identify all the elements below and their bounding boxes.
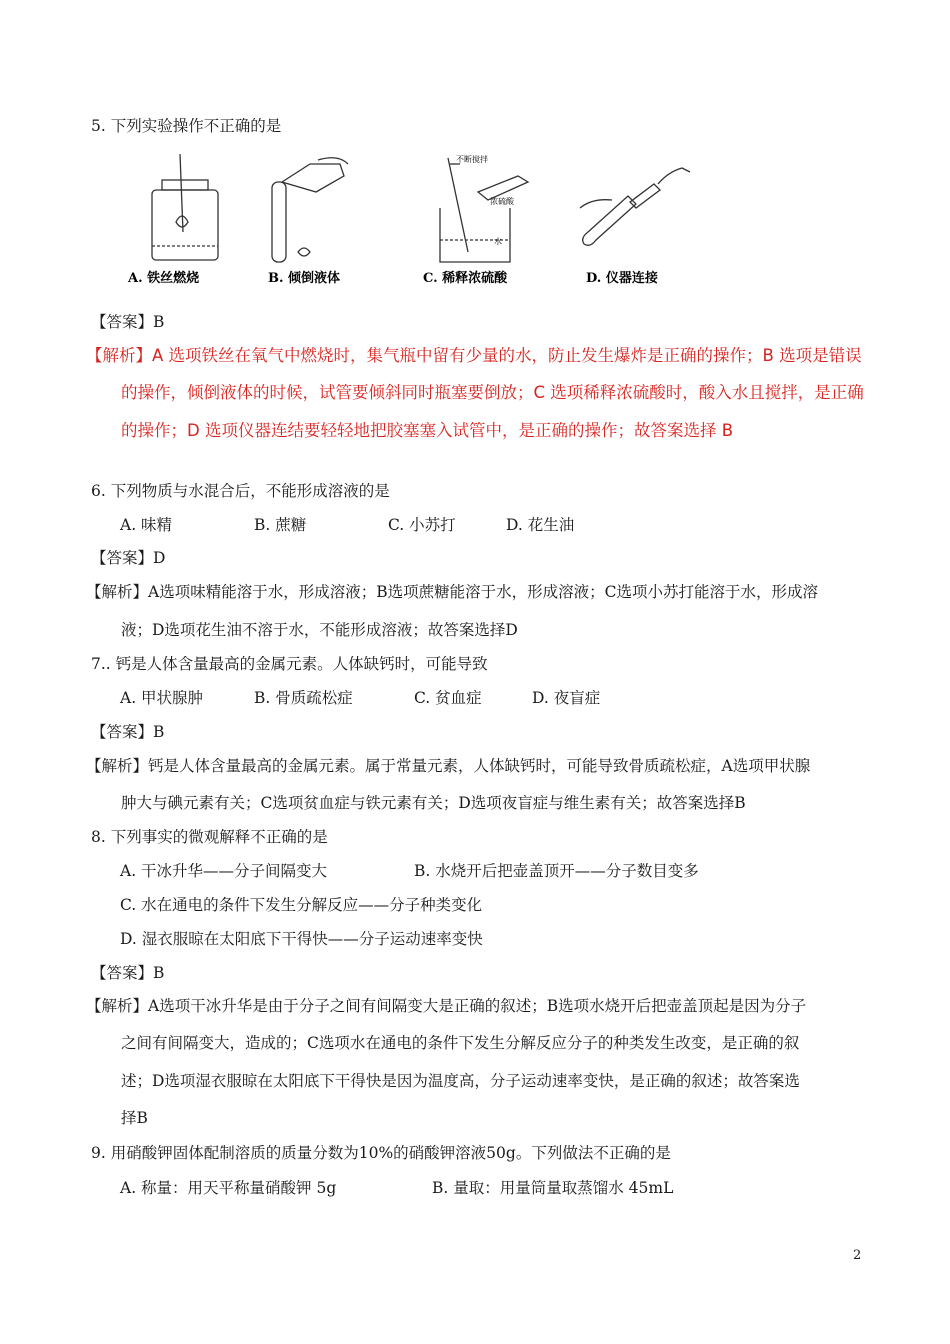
q7-option-c: C. 贫血症: [414, 689, 482, 707]
q5-stem: 5. 下列实验操作不正确的是: [91, 117, 282, 135]
q8-option-d: D. 湿衣服晾在太阳底下干得快——分子运动速率变快: [120, 930, 483, 948]
caption-c: C. 稀释浓硫酸: [423, 271, 508, 286]
q6-option-d: D. 花生油: [506, 516, 575, 534]
q8-answer: 【答案】B: [91, 964, 165, 982]
q8-option-a: A. 干冰升华——分子间隔变大: [120, 862, 328, 880]
gas-jar-icon: [152, 154, 218, 260]
q6-option-a: A. 味精: [120, 516, 173, 534]
q9-option-a: A. 称量：用天平称量硝酸钾 5g: [120, 1179, 337, 1197]
q6-option-b: B. 蔗糖: [254, 516, 307, 534]
q5-explanation-line: 【解析】A 选项铁丝在氧气中燃烧时，集气瓶中留有少量的水，防止发生爆炸是正确的操作；B 选项是错误: [86, 346, 862, 365]
q5-figure: [118, 152, 718, 292]
acid-label: 浓硫酸: [490, 197, 514, 206]
caption-a: A. 铁丝燃烧: [128, 271, 200, 286]
q5-explanation-line: 的操作，倾倒液体的时候，试管要倾斜同时瓶塞要倒放；C 选项稀释浓硫酸时，酸入水且搅拌，是正确: [121, 383, 864, 402]
q7-stem: 7.. 钙是人体含量最高的金属元素。人体缺钙时，可能导致: [91, 655, 488, 673]
q9-option-b: B. 量取：用量筒量取蒸馏水 45mL: [432, 1179, 674, 1197]
q8-option-c: C. 水在通电的条件下发生分解反应——分子种类变化: [120, 896, 483, 914]
caption-d: D. 仪器连接: [586, 271, 658, 286]
q7-option-b: B. 骨质疏松症: [254, 689, 353, 707]
q7-explanation-line: 肿大与碘元素有关；C选项贫血症与铁元素有关；D选项夜盲症与维生素有关；故答案选择B: [121, 794, 746, 812]
q5-explanation-line: 的操作；D 选项仪器连结要轻轻地把胶塞塞入试管中，是正确的操作；故答案选择 B: [121, 421, 734, 440]
diluting-acid-icon: [440, 158, 528, 262]
q9-stem: 9. 用硝酸钾固体配制溶质的质量分数为10%的硝酸钾溶液50g。下列做法不正确的是: [91, 1144, 671, 1162]
pouring-liquid-icon: [272, 158, 348, 262]
q5-answer: 【答案】B: [91, 313, 165, 331]
q6-option-c: C. 小苏打: [388, 516, 456, 534]
q8-option-b: B. 水烧开后把壶盖顶开——分子数目变多: [414, 862, 699, 880]
q6-explanation-line: 液；D选项花生油不溶于水，不能形成溶液；故答案选择D: [121, 621, 518, 639]
stir-label: 不断搅拌: [456, 155, 488, 164]
water-label: 水: [494, 237, 502, 246]
q7-option-d: D. 夜盲症: [532, 689, 601, 707]
tube-connection-icon: [580, 168, 690, 245]
q7-explanation-line: 【解析】钙是人体含量最高的金属元素。属于常量元素，人体缺钙时，可能导致骨质疏松症，A选项甲状腺: [86, 757, 811, 775]
q7-option-a: A. 甲状腺肿: [120, 689, 204, 707]
q6-answer: 【答案】D: [91, 549, 166, 567]
q6-stem: 6. 下列物质与水混合后，不能形成溶液的是: [91, 482, 390, 500]
q8-explanation-line: 【解析】A选项干冰升华是由于分子之间有间隔变大是正确的叙述；B选项水烧开后把壶盖顶起是因为分子: [86, 997, 807, 1015]
q7-answer: 【答案】B: [91, 723, 165, 741]
q8-explanation-line: 择B: [121, 1109, 148, 1127]
page-number: 2: [853, 1248, 862, 1263]
q6-explanation-line: 【解析】A选项味精能溶于水，形成溶液；B选项蔗糖能溶于水，形成溶液；C选项小苏打能溶于水，形成溶: [86, 583, 818, 601]
q8-stem: 8. 下列事实的微观解释不正确的是: [91, 828, 328, 846]
caption-b: B. 倾倒液体: [268, 271, 341, 286]
q8-explanation-line: 述；D选项湿衣服晾在太阳底下干得快是因为温度高，分子运动速率变快，是正确的叙述；故答案选: [121, 1072, 800, 1090]
q8-explanation-line: 之间有间隔变大，造成的；C选项水在通电的条件下发生分解反应分子的种类发生改变，是正确的叙: [121, 1034, 800, 1052]
